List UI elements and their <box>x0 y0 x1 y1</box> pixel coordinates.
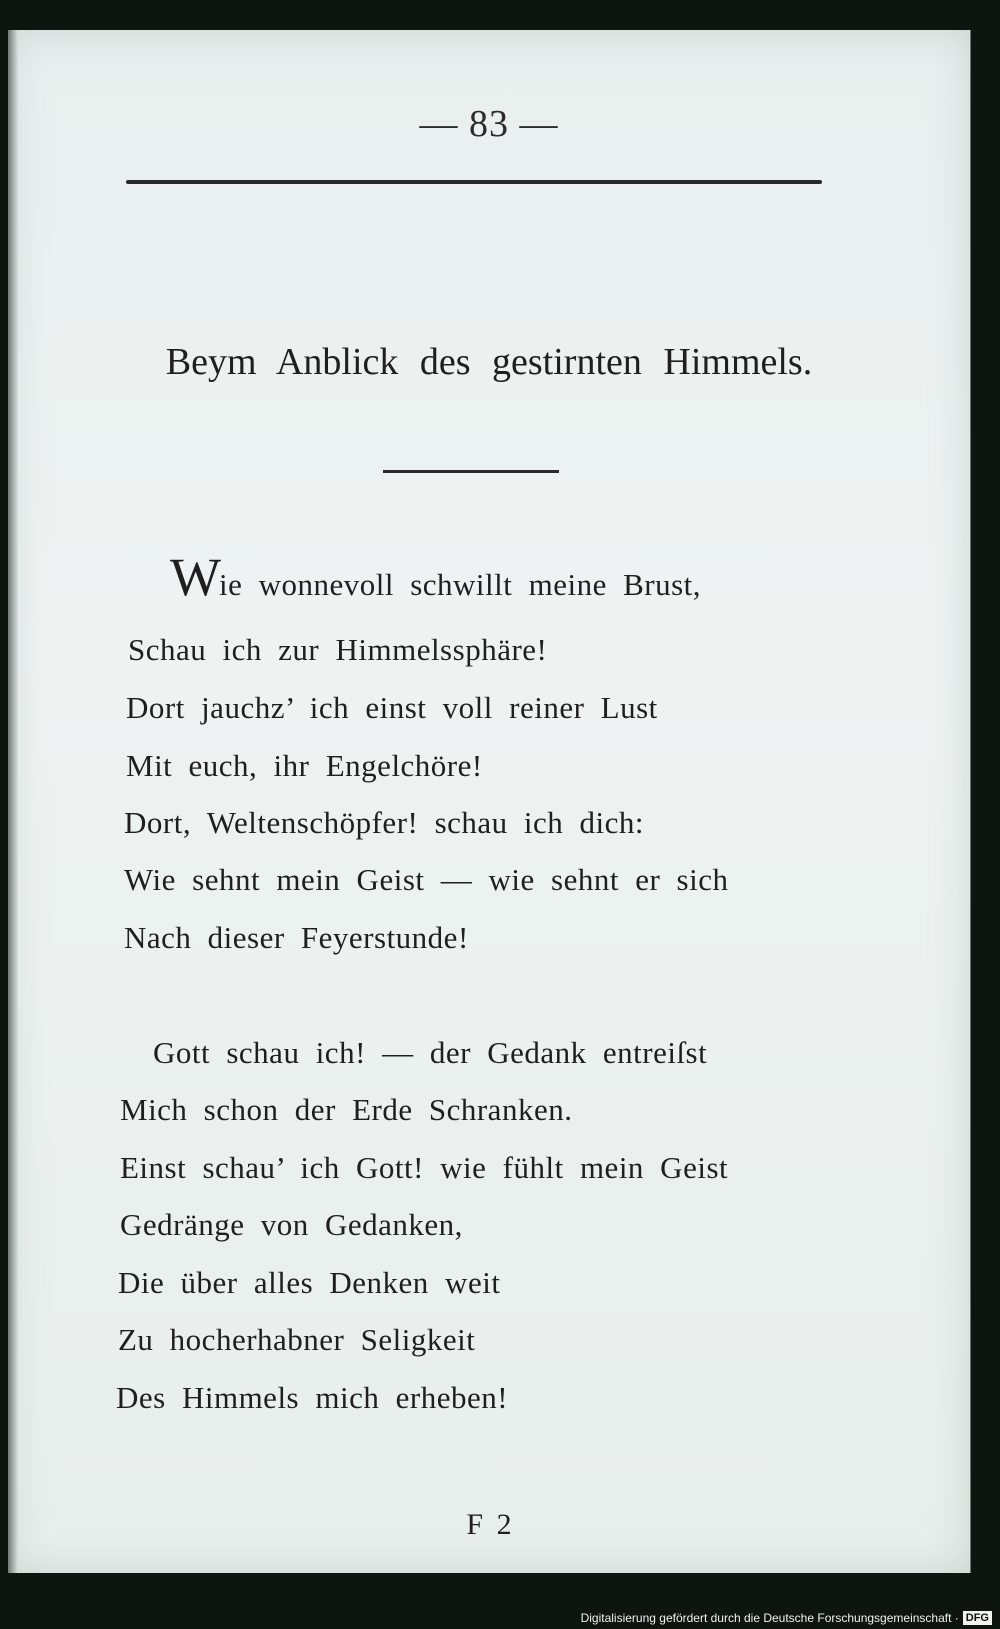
stanza2-line5: Die über alles Denken weit <box>118 1265 501 1300</box>
stanza1-line3: Dort jauchz’ ich einst voll reiner Lust <box>126 690 658 725</box>
stanza2-line2: Mich schon der Erde Schranken. <box>120 1092 573 1127</box>
stanza2-line7: Des Himmels mich erheben! <box>116 1380 509 1415</box>
stanza1-line1-text: ie wonnevoll schwillt meine Brust, <box>218 567 702 602</box>
dfg-logo-icon: DFG <box>963 1611 992 1625</box>
stanza1-line4: Mit euch, ihr Engelchöre! <box>126 748 483 783</box>
stanza2-line6: Zu hocherhabner Seligkeit <box>118 1322 476 1357</box>
stanza1-line2: Schau ich zur Himmelssphäre! <box>128 632 548 667</box>
poem-body <box>8 30 970 1573</box>
book-page <box>8 30 971 1573</box>
stanza2-line4: Gedränge von Gedanken, <box>120 1207 463 1242</box>
stanza1-line6: Wie sehnt mein Geist — wie sehnt er sich <box>124 862 729 897</box>
credit-text: Digitalisierung gefördert durch die Deutsche Forschungsgemeinschaft · <box>580 1611 959 1625</box>
printer-signature: F 2 <box>466 1508 512 1541</box>
digitization-credit <box>581 1611 992 1625</box>
stanza2-line1: Gott schau ich! — der Gedank entreiſst <box>153 1035 708 1070</box>
stanza1-line5: Dort, Weltenschöpfer! schau ich dich: <box>124 805 645 840</box>
page-number: — 83 — <box>419 103 559 145</box>
poem-title: Beym Anblick des gestirnten Himmels. <box>165 341 813 383</box>
stanza1-line7: Nach dieser Feyerstunde! <box>124 920 469 955</box>
stanza2-line3: Einst schau’ ich Gott! wie fühlt mein Geist <box>120 1150 729 1185</box>
dropcap-letter: W <box>170 547 219 607</box>
stanza1-line1 <box>170 547 702 607</box>
